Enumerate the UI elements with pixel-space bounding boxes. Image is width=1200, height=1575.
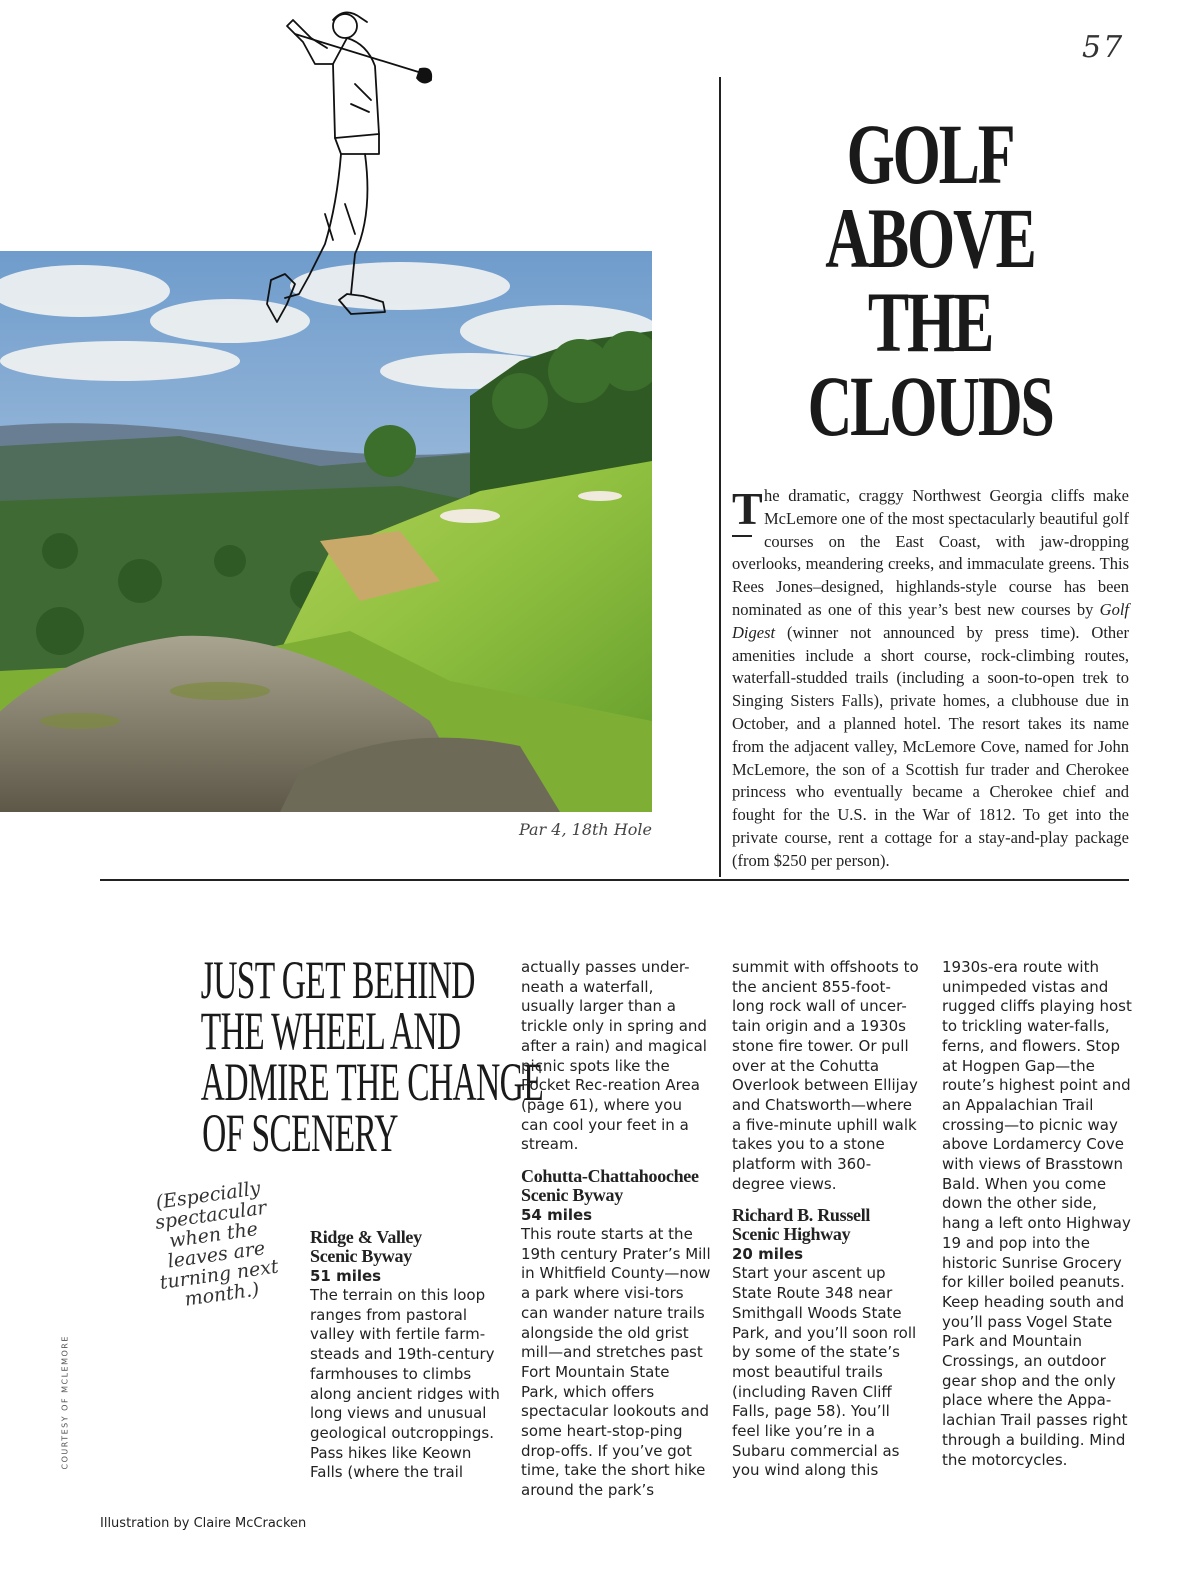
drop-cap: T [732,489,752,537]
headline-line: CLOUDS [807,358,1053,454]
route-miles: 51 miles [310,1267,382,1285]
text-column-3 [732,958,922,1481]
page-number: 57 [1082,30,1125,65]
headline-line: ABOVE [825,190,1035,286]
article-body [732,485,1129,873]
route-text: summit with offshoots to the ancient 855-foot-long rock wall of uncer-tain origin and a 1930s stone fire tower. Or pull over at the Cohutta Overlook between Ellijay and Chatsworth—where a five-minute uphill walk takes you to a stone platform with 360-degree views. [732,958,919,1193]
article-headline [807,106,1053,454]
route-text: actually passes under-neath a waterfall, usually larger than a trickle only in spring and after a rain) and magical picnic spots like the Pocket Rec-reation Area (page 61), where you can cool your feet in a stream. [521,958,707,1154]
route-title: Scenic Byway [310,1246,412,1266]
article-text: (winner not announced by press time). Other amenities include a short course, rock-climbing routes, waterfall-studded trails (including a soon-to-open trek to Singing Sisters Falls), private homes, a clubhouse due in October, and a planned hotel. The resort takes its name from the adjacent valley, McLemore Cove, named for John McLemore, the son of a Scottish fur trader and Cherokee princess who eventually became a Cherokee chief and fought for the U.S. in the War of 1812. To get into the private course, rent a cottage for a stay-and-play package (from $250 per person). [732,622,1129,870]
illustration-credit: Illustration by Claire McCracken [100,1516,307,1531]
headline-line: GOLF [846,106,1014,202]
route-text: 1930s-era route with unimpeded vistas and rugged cliffs playing host to trickling water-falls, ferns, and flowers. Stop at Hogpen Gap—the route’s highest point and an Appalachian Trail crossing—to picnic way above Lordamercy Cove with views of Brasstown Bald. When you come down the other side, hang a left onto Highway 19 and pop into the historic Sunrise Grocery for killer boiled peanuts. Keep heading south and you’ll pass Vogel State Park and Mountain Crossings, an outdoor gear shop and the only place where the Appa-lachian Trail passes right through a building. Mind the motorcycles. [942,958,1132,1469]
text-column-2 [521,958,711,1501]
article-text: he dramatic, craggy Northwest Georgia cliffs make McLemore one of the most spectacularly beautiful golf courses on the East Coast, with jaw-dropping overlooks, meandering creeks, and immaculate greens. This Rees Jones–designed, highlands-style course has been nominated as one of this year’s best new courses by [732,486,1129,619]
horizontal-divider [100,879,1129,881]
publication-name: Golf Digest [732,599,1129,642]
text-column-4 [942,958,1132,1470]
handwritten-aside: (Especially spectacular when the leaves are turning next month.) [153,1177,280,1311]
photo-caption: Par 4, 18th Hole [518,820,652,839]
section-headline-line: JUST GET BEHIND [200,950,475,1010]
section-headline-line: THE WHEEL AND [200,1001,461,1061]
golf-course-photo [0,251,652,812]
section-headline-line: OF SCENERY [202,1103,398,1163]
route-title: Richard B. Russell [732,1205,871,1226]
route-title: Scenic Highway [732,1224,851,1245]
route-title: Ridge & Valley [310,1227,422,1247]
vertical-divider [719,77,721,877]
route-miles: 20 miles [732,1245,804,1264]
text-column-1 [310,1228,500,1483]
photo-credit: COURTESY OF MCLEMORE [60,1335,70,1470]
route-text: Start your ascent up State Route 348 near Smithgall Woods State Park, and you’ll soon roll by some of the state’s most beautiful trails (including Raven Cliff Falls, page 58). You’ll feel like you’re in a Subaru commercial as you wind along this [732,1264,917,1480]
route-miles: 54 miles [521,1206,593,1225]
route-title: Scenic Byway [521,1185,623,1206]
section-headline [200,950,544,1163]
section-headline-line: ADMIRE THE CHANGE [200,1052,544,1112]
route-title: Cohutta-Chattahoochee [521,1166,699,1187]
headline-line: THE [867,274,993,370]
golfer-illustration [255,4,445,326]
route-text: This route starts at the 19th century Prater’s Mill in Whitfield County—now a park where visi-tors can wander nature trails alongside the old grist mill—and stretches past Fort Mountain State Park, which offers spectacular lookouts and some heart-stop-ping drop-offs. If you’ve got time, take the short hike around the park’s [521,1225,711,1500]
route-text: The terrain on this loop ranges from pastoral valley with fertile farm-steads and 19th-century farmhouses to climbs along ancient ridges with long views and unusual geological outcroppings. Pass hikes like Keown Falls (where the trail [310,1286,500,1482]
